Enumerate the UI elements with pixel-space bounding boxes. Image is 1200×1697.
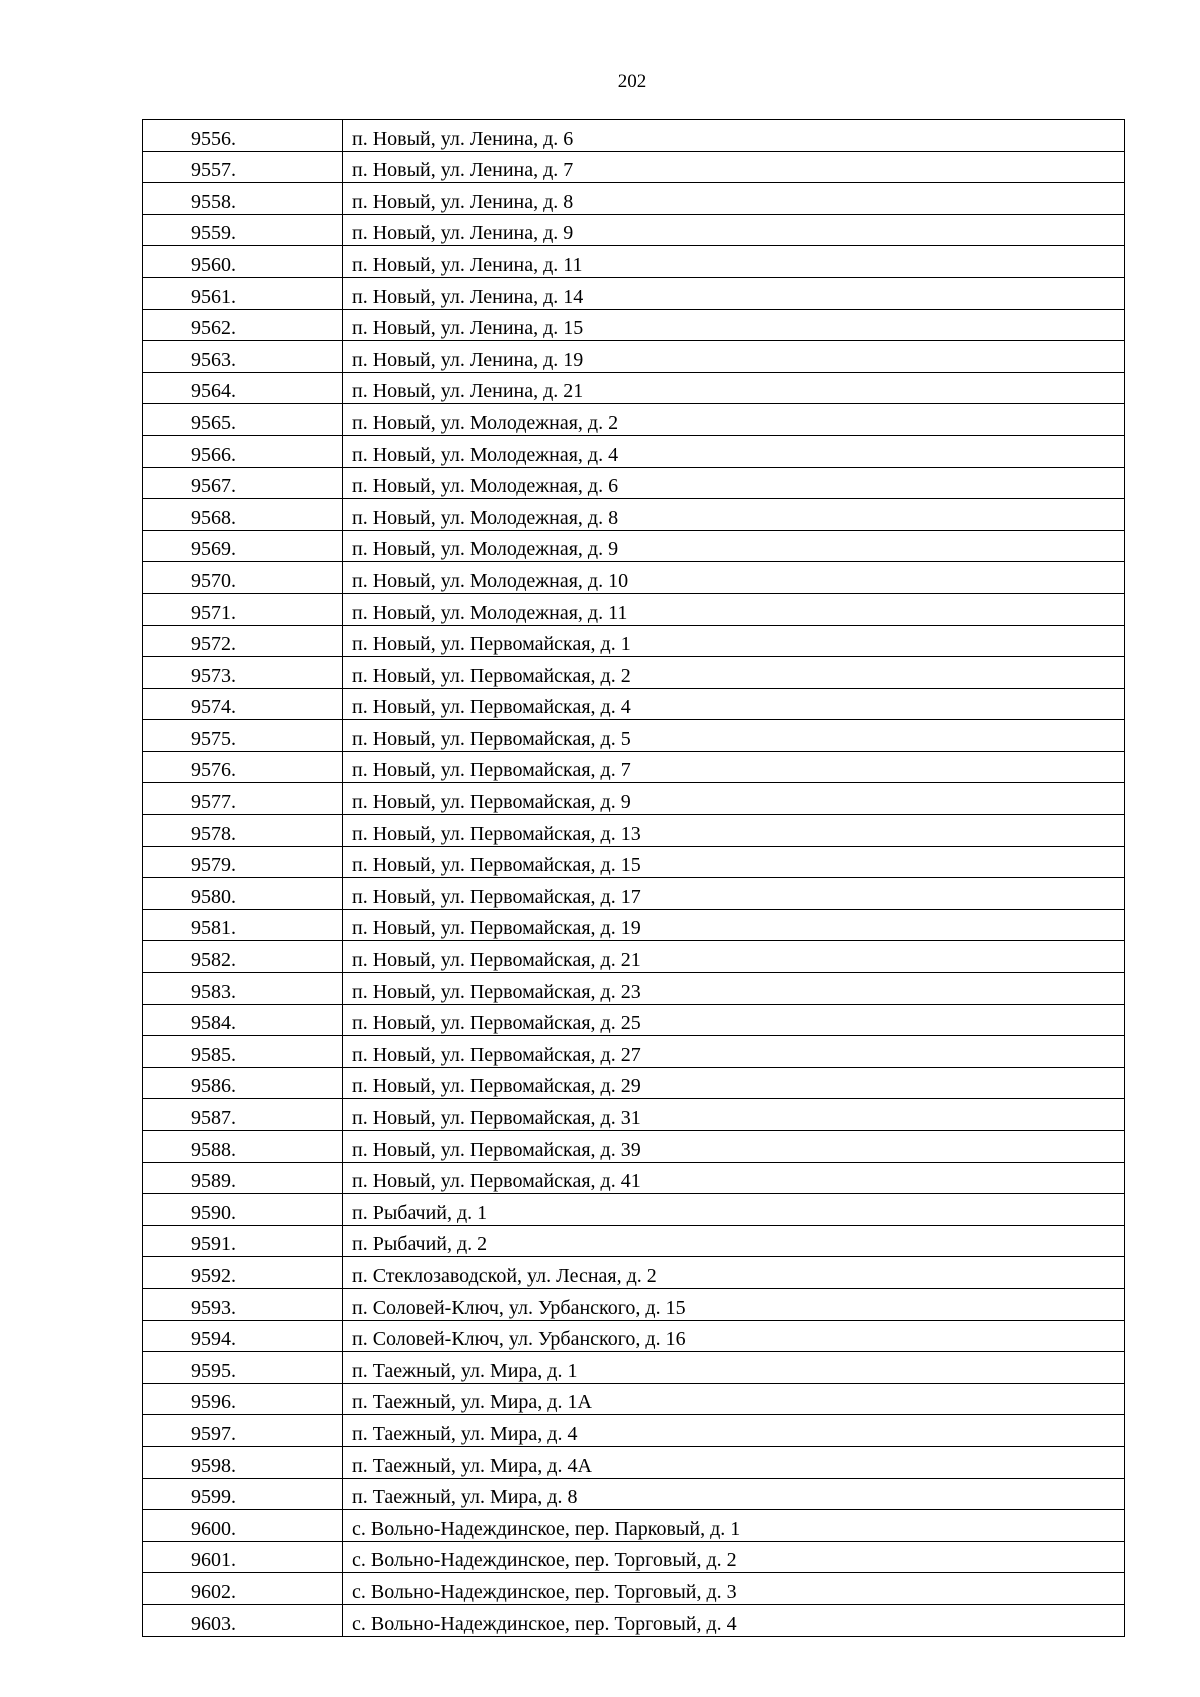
address-cell: п. Рыбачий, д. 1	[343, 1194, 1125, 1226]
table-row	[143, 1162, 1125, 1194]
address-cell: п. Таежный, ул. Мира, д. 1А	[343, 1383, 1125, 1415]
row-number-cell: 9572.	[143, 625, 343, 657]
address-cell: с. Вольно-Надеждинское, пер. Торговый, д. 4	[343, 1604, 1125, 1636]
row-number-cell: 9594.	[143, 1320, 343, 1352]
row-number-cell: 9600.	[143, 1510, 343, 1542]
address-cell: п. Новый, ул. Первомайская, д. 15	[343, 846, 1125, 878]
row-number-cell: 9562.	[143, 309, 343, 341]
row-number-cell: 9601.	[143, 1541, 343, 1573]
table-row	[143, 1257, 1125, 1289]
table-row	[143, 309, 1125, 341]
address-cell: п. Новый, ул. Первомайская, д. 39	[343, 1131, 1125, 1163]
table-row	[143, 625, 1125, 657]
table-row	[143, 1194, 1125, 1226]
row-number-cell: 9574.	[143, 688, 343, 720]
address-cell: п. Новый, ул. Молодежная, д. 4	[343, 435, 1125, 467]
address-cell: п. Новый, ул. Первомайская, д. 5	[343, 720, 1125, 752]
row-number-cell: 9598.	[143, 1446, 343, 1478]
address-cell: п. Новый, ул. Первомайская, д. 23	[343, 973, 1125, 1005]
address-cell: п. Соловей-Ключ, ул. Урбанского, д. 16	[343, 1320, 1125, 1352]
table-row	[143, 1320, 1125, 1352]
table-row	[143, 1225, 1125, 1257]
address-cell: п. Рыбачий, д. 2	[343, 1225, 1125, 1257]
address-cell: п. Новый, ул. Ленина, д. 6	[343, 120, 1125, 152]
row-number-cell: 9585.	[143, 1036, 343, 1068]
row-number-cell: 9595.	[143, 1352, 343, 1384]
table-row	[143, 530, 1125, 562]
row-number-cell: 9590.	[143, 1194, 343, 1226]
table-row	[143, 688, 1125, 720]
table-row	[143, 341, 1125, 373]
row-number-cell: 9583.	[143, 973, 343, 1005]
address-cell: п. Новый, ул. Ленина, д. 9	[343, 214, 1125, 246]
row-number-cell: 9602.	[143, 1573, 343, 1605]
table-row	[143, 1478, 1125, 1510]
table-row	[143, 593, 1125, 625]
table-row	[143, 499, 1125, 531]
table-row	[143, 467, 1125, 499]
row-number-cell: 9556.	[143, 120, 343, 152]
address-cell: п. Новый, ул. Ленина, д. 14	[343, 277, 1125, 309]
table-row	[143, 151, 1125, 183]
table-row	[143, 214, 1125, 246]
address-cell: п. Новый, ул. Первомайская, д. 41	[343, 1162, 1125, 1194]
row-number-cell: 9559.	[143, 214, 343, 246]
table-row	[143, 1510, 1125, 1542]
row-number-cell: 9587.	[143, 1099, 343, 1131]
row-number-cell: 9593.	[143, 1288, 343, 1320]
address-cell: п. Новый, ул. Молодежная, д. 8	[343, 499, 1125, 531]
address-cell: п. Новый, ул. Первомайская, д. 13	[343, 815, 1125, 847]
row-number-cell: 9591.	[143, 1225, 343, 1257]
address-cell: п. Новый, ул. Первомайская, д. 2	[343, 657, 1125, 689]
address-cell: п. Новый, ул. Первомайская, д. 7	[343, 751, 1125, 783]
table-row	[143, 1446, 1125, 1478]
table-row	[143, 1541, 1125, 1573]
row-number-cell: 9567.	[143, 467, 343, 499]
address-cell: п. Новый, ул. Ленина, д. 15	[343, 309, 1125, 341]
row-number-cell: 9592.	[143, 1257, 343, 1289]
address-cell: п. Новый, ул. Первомайская, д. 4	[343, 688, 1125, 720]
row-number-cell: 9584.	[143, 1004, 343, 1036]
address-cell: п. Таежный, ул. Мира, д. 4	[343, 1415, 1125, 1447]
table-row	[143, 815, 1125, 847]
row-number-cell: 9564.	[143, 372, 343, 404]
table-row	[143, 1288, 1125, 1320]
row-number-cell: 9599.	[143, 1478, 343, 1510]
table-row	[143, 1573, 1125, 1605]
address-table-body	[143, 120, 1125, 1637]
row-number-cell: 9586.	[143, 1067, 343, 1099]
address-cell: п. Новый, ул. Молодежная, д. 9	[343, 530, 1125, 562]
row-number-cell: 9603.	[143, 1604, 343, 1636]
address-cell: с. Вольно-Надеждинское, пер. Парковый, д. 1	[343, 1510, 1125, 1542]
table-row	[143, 120, 1125, 152]
row-number-cell: 9563.	[143, 341, 343, 373]
address-table	[142, 119, 1125, 1637]
row-number-cell: 9568.	[143, 499, 343, 531]
address-cell: п. Новый, ул. Ленина, д. 21	[343, 372, 1125, 404]
address-cell: п. Новый, ул. Ленина, д. 19	[343, 341, 1125, 373]
table-row	[143, 1004, 1125, 1036]
address-cell: п. Новый, ул. Ленина, д. 8	[343, 183, 1125, 215]
table-row	[143, 1415, 1125, 1447]
address-cell: п. Новый, ул. Молодежная, д. 10	[343, 562, 1125, 594]
address-cell: п. Новый, ул. Первомайская, д. 31	[343, 1099, 1125, 1131]
address-cell: с. Вольно-Надеждинское, пер. Торговый, д. 2	[343, 1541, 1125, 1573]
address-cell: п. Таежный, ул. Мира, д. 4А	[343, 1446, 1125, 1478]
table-row	[143, 973, 1125, 1005]
row-number-cell: 9578.	[143, 815, 343, 847]
address-cell: п. Новый, ул. Ленина, д. 11	[343, 246, 1125, 278]
table-row	[143, 878, 1125, 910]
row-number-cell: 9596.	[143, 1383, 343, 1415]
address-cell: п. Новый, ул. Первомайская, д. 1	[343, 625, 1125, 657]
table-row	[143, 846, 1125, 878]
address-cell: п. Новый, ул. Первомайская, д. 21	[343, 941, 1125, 973]
table-row	[143, 435, 1125, 467]
row-number-cell: 9566.	[143, 435, 343, 467]
row-number-cell: 9561.	[143, 277, 343, 309]
row-number-cell: 9558.	[143, 183, 343, 215]
row-number-cell: 9582.	[143, 941, 343, 973]
table-row	[143, 1604, 1125, 1636]
table-row	[143, 1352, 1125, 1384]
table-row	[143, 404, 1125, 436]
row-number-cell: 9571.	[143, 593, 343, 625]
row-number-cell: 9577.	[143, 783, 343, 815]
address-cell: п. Новый, ул. Молодежная, д. 2	[343, 404, 1125, 436]
row-number-cell: 9557.	[143, 151, 343, 183]
table-row	[143, 1383, 1125, 1415]
page-number: 202	[617, 71, 647, 92]
table-row	[143, 720, 1125, 752]
table-row	[143, 1067, 1125, 1099]
address-cell: п. Стеклозаводской, ул. Лесная, д. 2	[343, 1257, 1125, 1289]
table-row	[143, 751, 1125, 783]
table-row	[143, 183, 1125, 215]
address-cell: п. Соловей-Ключ, ул. Урбанского, д. 15	[343, 1288, 1125, 1320]
table-row	[143, 783, 1125, 815]
row-number-cell: 9588.	[143, 1131, 343, 1163]
row-number-cell: 9565.	[143, 404, 343, 436]
row-number-cell: 9579.	[143, 846, 343, 878]
address-cell: п. Новый, ул. Ленина, д. 7	[343, 151, 1125, 183]
row-number-cell: 9580.	[143, 878, 343, 910]
address-cell: п. Таежный, ул. Мира, д. 1	[343, 1352, 1125, 1384]
address-cell: п. Новый, ул. Первомайская, д. 17	[343, 878, 1125, 910]
row-number-cell: 9573.	[143, 657, 343, 689]
row-number-cell: 9569.	[143, 530, 343, 562]
row-number-cell: 9575.	[143, 720, 343, 752]
address-cell: п. Новый, ул. Первомайская, д. 27	[343, 1036, 1125, 1068]
table-row	[143, 1099, 1125, 1131]
table-row	[143, 372, 1125, 404]
address-cell: п. Новый, ул. Первомайская, д. 25	[343, 1004, 1125, 1036]
address-cell: п. Таежный, ул. Мира, д. 8	[343, 1478, 1125, 1510]
table-row	[143, 277, 1125, 309]
table-row	[143, 1131, 1125, 1163]
table-row	[143, 657, 1125, 689]
address-cell: с. Вольно-Надеждинское, пер. Торговый, д. 3	[343, 1573, 1125, 1605]
row-number-cell: 9576.	[143, 751, 343, 783]
table-row	[143, 909, 1125, 941]
address-cell: п. Новый, ул. Первомайская, д. 29	[343, 1067, 1125, 1099]
table-row	[143, 562, 1125, 594]
table-row	[143, 941, 1125, 973]
table-row	[143, 246, 1125, 278]
address-cell: п. Новый, ул. Первомайская, д. 9	[343, 783, 1125, 815]
row-number-cell: 9589.	[143, 1162, 343, 1194]
row-number-cell: 9570.	[143, 562, 343, 594]
address-cell: п. Новый, ул. Молодежная, д. 11	[343, 593, 1125, 625]
row-number-cell: 9581.	[143, 909, 343, 941]
address-cell: п. Новый, ул. Первомайская, д. 19	[343, 909, 1125, 941]
row-number-cell: 9560.	[143, 246, 343, 278]
table-row	[143, 1036, 1125, 1068]
address-cell: п. Новый, ул. Молодежная, д. 6	[343, 467, 1125, 499]
row-number-cell: 9597.	[143, 1415, 343, 1447]
